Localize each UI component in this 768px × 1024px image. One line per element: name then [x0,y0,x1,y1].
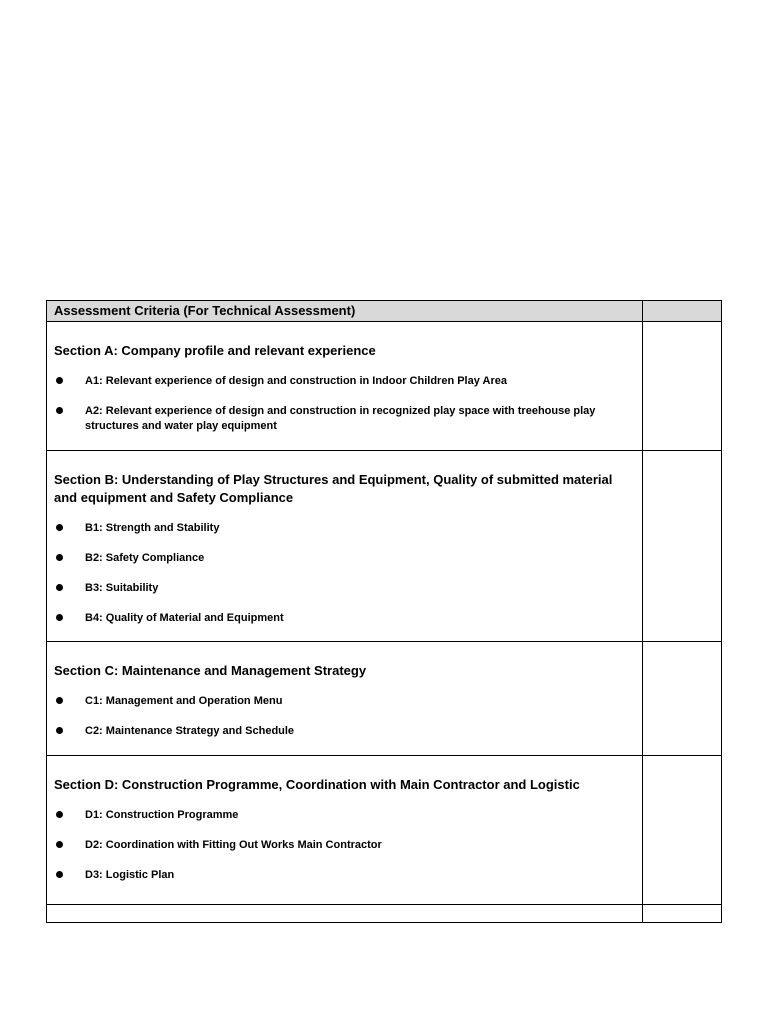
list-item [54,808,636,823]
bullet-icon [56,407,63,414]
section-d-score-cell [642,756,721,905]
section-d-title: Section D: Construction Programme, Coordination with Main Contractor and Logistic [54,777,580,792]
section-b-row [47,451,722,642]
section-a-score-cell [642,322,721,451]
section-b-title: Section B: Understanding of Play Structures and Equipment, Quality of submitted material and equipment and Safety Compliance [54,472,613,505]
list-item [54,374,636,389]
bullet-icon [56,614,63,621]
list-item [54,724,636,739]
section-d-row [47,756,722,905]
blank-score-cell [642,905,721,923]
bullet-icon [56,727,63,734]
assessment-criteria-table [46,300,722,923]
section-b-score-cell [642,451,721,642]
item-text: D3: Logistic Plan [85,869,175,881]
header-cell [47,301,643,322]
bullet-icon [56,871,63,878]
item-text: B1: Strength and Stability [85,522,220,534]
section-d-cell [47,756,643,905]
bullet-icon [56,841,63,848]
section-c-cell [47,642,643,756]
list-item [54,838,636,853]
bullet-icon [56,554,63,561]
item-text: C2: Maintenance Strategy and Schedule [85,725,295,737]
bullet-icon [56,377,63,384]
blank-cell [47,905,643,923]
bullet-icon [56,811,63,818]
list-item [54,581,636,596]
section-b-cell [47,451,643,642]
section-a-title: Section A: Company profile and relevant experience [54,343,376,358]
list-item [54,551,636,566]
item-text: D2: Coordination with Fitting Out Works Main Contractor [85,839,382,851]
blank-row [47,905,722,923]
table-header-row [47,301,722,322]
item-text: A1: Relevant experience of design and construction in Indoor Children Play Area [85,375,507,387]
section-c-score-cell [642,642,721,756]
list-item [54,521,636,536]
section-a-cell [47,322,643,451]
list-item [54,694,636,709]
item-text: A2: Relevant experience of design and construction in recognized play space with treehouse play structures and water play equipment [85,405,596,432]
bullet-icon [56,524,63,531]
section-a-row [47,322,722,451]
bullet-icon [56,584,63,591]
item-text: D1: Construction Programme [85,809,239,821]
section-c-row [47,642,722,756]
item-text: C1: Management and Operation Menu [85,695,283,707]
item-text: B3: Suitability [85,582,159,594]
item-text: B2: Safety Compliance [85,552,205,564]
list-item [54,611,636,626]
bullet-icon [56,697,63,704]
header-score-cell [642,301,721,322]
list-item [54,868,636,883]
table-header-title: Assessment Criteria (For Technical Assessment) [54,303,356,318]
list-item [54,404,636,434]
item-text: B4: Quality of Material and Equipment [85,612,284,624]
section-c-title: Section C: Maintenance and Management Strategy [54,663,367,678]
